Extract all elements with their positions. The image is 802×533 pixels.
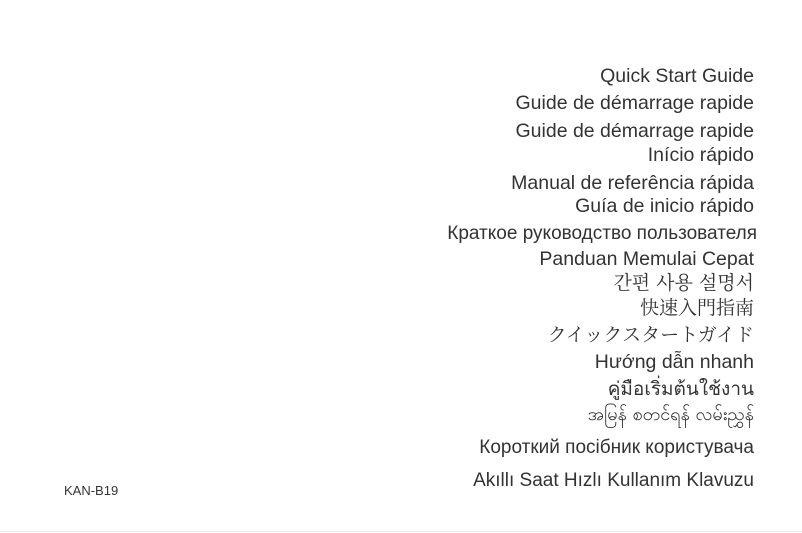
title-turkish: Akıllı Saat Hızlı Kullanım Klavuzu	[473, 470, 754, 491]
title-french-2: Guide de démarrage rapide	[515, 120, 754, 142]
title-french: Guide de démarrage rapide	[515, 92, 754, 114]
title-thai: คู่มือเริ่มต้นใช้งาน	[607, 378, 754, 400]
title-english: Quick Start Guide	[600, 65, 754, 87]
title-vietnamese: Hướng dẫn nhanh	[594, 351, 754, 373]
title-portuguese: Início rápido	[647, 144, 754, 166]
title-indonesian: Panduan Memulai Cepat	[539, 248, 754, 270]
title-spanish: Guía de inicio rápido	[575, 195, 754, 217]
title-korean: 간편 사용 설명서	[613, 272, 754, 294]
title-russian: Краткое руководство пользователя	[447, 223, 757, 244]
model-code: KAN-B19	[64, 483, 119, 498]
title-burmese: အမြန် စတင်ရန် လမ်းညွှန်	[587, 404, 754, 425]
title-portuguese-br: Manual de referência rápida	[511, 172, 754, 194]
bottom-divider	[0, 531, 802, 532]
title-ukrainian: Короткий посібник користувача	[479, 437, 754, 458]
title-japanese: クイックスタートガイド	[547, 324, 754, 346]
title-chinese: 快速入門指南	[639, 297, 754, 319]
